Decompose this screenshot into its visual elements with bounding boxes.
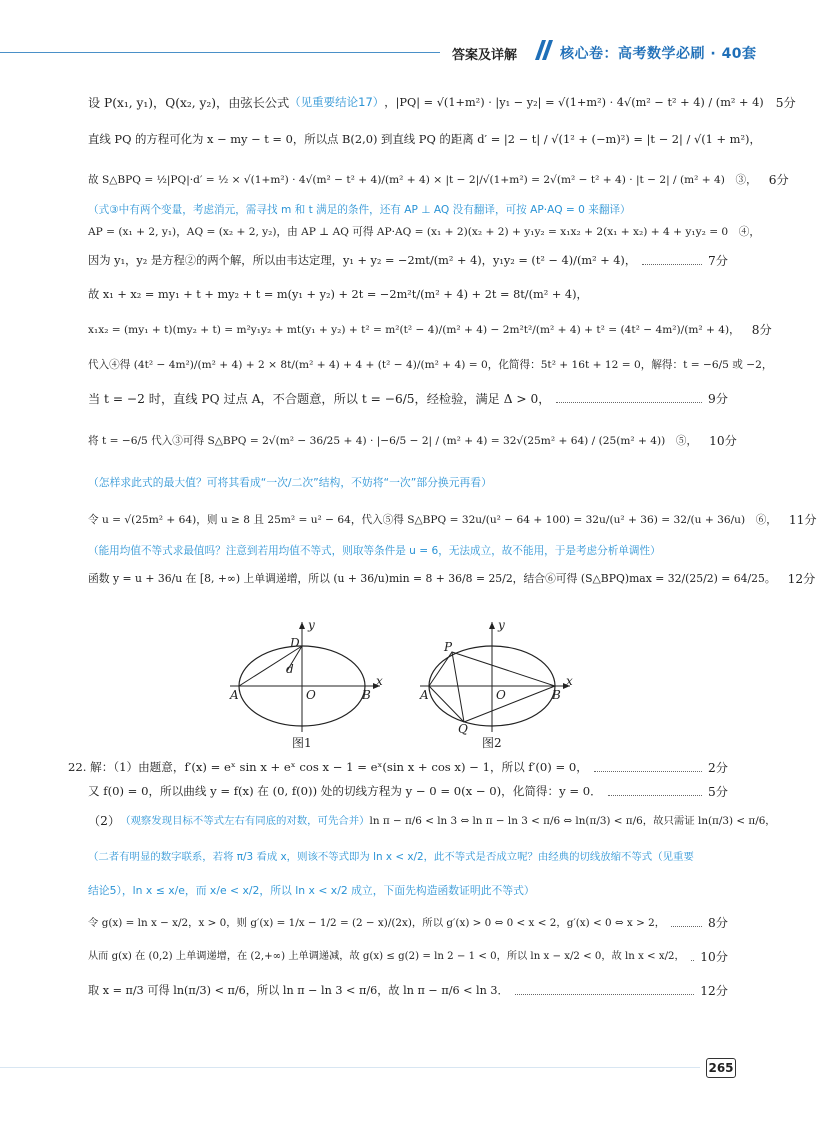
solution-line <box>88 244 728 278</box>
fig2-axis-y: y <box>498 618 505 632</box>
fig2-point-B: B <box>552 688 561 702</box>
score: 12分 <box>700 983 728 998</box>
line-text: 取 x = π/3 可得 ln(π/3) < π/6，所以 ln π − ln 3 < π/6，故 ln π − π/6 < ln 3． <box>88 984 509 998</box>
line-text: 当 t = −2 时，直线 PQ 过点 A，不合题意，所以 t = −6/5，经检验，满足 Δ > 0， <box>88 391 551 406</box>
figure-2-diagram <box>420 622 570 732</box>
solution-line <box>68 804 776 838</box>
solution-line <box>88 348 773 382</box>
solution-line <box>68 906 728 940</box>
score: 9分 <box>708 391 728 406</box>
line-text: 又 f(0) = 0，所以曲线 y = f(x) 在 (0, f(0)) 处的切线方程为 y − 0 = 0(x − 0)，化简得：y = 0． <box>88 784 602 799</box>
question-22-solution <box>68 756 776 1008</box>
solution-note <box>68 838 728 876</box>
header-section-label: 答案及详解 <box>452 48 518 63</box>
line-text: 故 x₁ + x₂ = my₁ + t + my₂ + t = m(y₁ + y₂) + 2t = −2m²t/(m² + 4) + 2t = 8t/(m² + 4)， <box>88 288 588 302</box>
score: 8分 <box>708 915 728 930</box>
line-text: 代入④得 (4t² − 4m²)/(m² + 4) + 2 × 8t/(m² + 4) + 4 + (t² − 4)/(m² + 4) = 0，化简得：5t² + 16t + 12 = 0，解得：t = −6/5 或 −2， <box>88 358 773 371</box>
line-text: 函数 y = u + 36/u 在 [8, +∞) 上单调递增，所以 (u + 36/u)min = 8 + 36/8 = 25/2，结合⑥可得 (S△BPQ)max = 32/(25/2) = 64/25。 <box>88 571 776 585</box>
line-text: 直线 PQ 的方程可化为 x − my − t = 0，所以点 B(2,0) 到直线 PQ 的距离 d′ = |2 − t| / √(1² + (−m)²) = |t − 2| / √(1 + m²)， <box>88 132 761 147</box>
solution-note <box>88 466 728 500</box>
solution-line <box>88 416 737 466</box>
solution-line <box>88 562 816 596</box>
score: 10分 <box>709 433 737 448</box>
line-text: 从而 g(x) 在 (0,2) 上单调递增，在 (2,+∞) 上单调递减，故 g(x) ≤ g(2) = ln 2 − 1 < 0，所以 ln x − x/2 < 0，故 ln x < x/2， <box>88 951 685 963</box>
solution-note <box>88 200 728 220</box>
line-note: （二者有明显的数字联系，若将 π/3 看成 x，则该不等式即为 ln x < x/2，此不等式是否成立呢？由经典的切线放缩不等式（见重要 <box>88 850 694 863</box>
solution-line <box>68 780 728 804</box>
solution-line <box>68 940 728 974</box>
solution-body <box>88 86 817 596</box>
fig2-axis-x: x <box>566 674 573 688</box>
line-text: 设 P(x₁, y₁)，Q(x₂, y₂)，由弦长公式 <box>88 95 290 110</box>
solution-line <box>88 160 789 200</box>
line-note: （怎样求此式的最大值？可将其看成“一次/二次”结构，不妨将“一次”部分换元再看） <box>88 475 492 489</box>
page-number: 265 <box>706 1058 736 1078</box>
solution-line <box>88 312 772 348</box>
solution-line <box>88 382 728 416</box>
fig1-point-B: B <box>362 688 371 702</box>
line-text-tail: ln π − π/6 < ln 3 ⇔ ln π − ln 3 < π/6 ⇔ ln(π/3) < π/6，故只需证 ln(π/3) < π/6， <box>369 814 776 827</box>
score: 10分 <box>700 949 728 964</box>
header-slash-icon <box>534 40 556 60</box>
fig2-point-P: P <box>444 640 453 654</box>
score: 8分 <box>751 322 772 337</box>
header-rule <box>0 52 440 53</box>
score: 12分 <box>787 571 816 586</box>
line-text-tail: ，|PQ| = √(1+m²) · |y₁ − y₂| = √(1+m²) · 4√(m² − t² + 4) / (m² + 4) <box>384 96 764 110</box>
fig1-axis-y: y <box>308 618 315 632</box>
solution-line <box>88 500 817 540</box>
fig1-axis-x: x <box>376 674 383 688</box>
line-note: （观察发现目标不等式左右有同底的对数，可先合并） <box>120 814 370 827</box>
line-note: （式③中有两个变量，考虑消元，需寻找 m 和 t 满足的条件，还有 AP ⊥ AQ 没有翻译，可按 AP·AQ = 0 来翻译） <box>88 203 631 216</box>
fig2-caption: 图2 <box>482 736 502 750</box>
fig1-caption: 图1 <box>292 736 312 750</box>
line-text: x₁x₂ = (my₁ + t)(my₂ + t) = m²y₁y₂ + mt(y₁ + y₂) + t² = m²(t² − 4)/(m² + 4) − 2m²t²/(m² + 4) + t² = (4t² − 4m²)/(m² + 4)， <box>88 323 740 336</box>
line-note: （见重要结论17） <box>289 95 385 110</box>
score: 6分 <box>768 172 789 187</box>
score: 11分 <box>788 512 817 527</box>
figure-1-diagram <box>230 622 380 732</box>
line-text: AP = (x₁ + 2, y₁)，AQ = (x₂ + 2, y₂)，由 AP ⊥ AQ 可得 AP·AQ = (x₁ + 2)(x₂ + 2) + y₁y₂ = x₁x₂ + 2(x₁ + x₂) + 4 + y₁y₂ = 0 ④， <box>88 225 760 238</box>
score: 5分 <box>708 784 728 799</box>
solution-line <box>88 278 728 312</box>
fig1-point-A: A <box>230 688 239 702</box>
fig2-point-Q: Q <box>458 722 468 736</box>
score: 5分 <box>775 95 796 110</box>
line-note: 结论5），ln x ≤ x/e，而 x/e < x/2，所以 ln x < x/2 成立，下面先构造函数证明此不等式） <box>88 883 535 897</box>
solution-line <box>88 86 796 120</box>
line-note: （能用均值不等式求最值吗？注意到若用均值不等式，则取等条件是 u = 6，无法成立，故不能用，于是考虑分析单调性） <box>88 544 661 557</box>
fig2-point-O: O <box>496 688 506 702</box>
line-text: 因为 y₁，y₂ 是方程②的两个解，所以由韦达定理，y₁ + y₂ = −2mt/(m² + 4)，y₁y₂ = (t² − 4)/(m² + 4)， <box>88 254 637 268</box>
solution-note <box>68 876 728 906</box>
line-text: 将 t = −6/5 代入③可得 S△BPQ = 2√(m² − 36/25 + 4) · |−6/5 − 2| / (m² + 4) = 32√(25m² + 64) / (25(m² + 4)) ⑤， <box>88 434 698 447</box>
fig1-point-d: d <box>286 662 294 676</box>
fig1-point-O: O <box>306 688 316 702</box>
ellipse-figures <box>230 618 573 752</box>
header-book-title: 核心卷：高考数学必刷 · 40套 <box>560 46 757 62</box>
line-text: 令 u = √(25m² + 64)，则 u ≥ 8 且 25m² = u² − 64，代入⑤得 S△BPQ = 32u/(u² − 64 + 100) = 32u/(u² + 36) = 32/(u + 36/u) ⑥， <box>88 513 777 526</box>
solution-note <box>88 540 728 562</box>
fig2-point-A: A <box>420 688 429 702</box>
score: 2分 <box>708 760 728 775</box>
solution-line <box>68 974 728 1008</box>
line-text: （2） <box>88 813 121 828</box>
fig1-point-D: D <box>290 636 300 650</box>
solution-line <box>88 220 760 244</box>
score: 7分 <box>708 253 728 268</box>
line-text: 令 g(x) = ln x − x/2，x > 0，则 g′(x) = 1/x − 1/2 = (2 − x)/(2x)，所以 g′(x) > 0 ⇔ 0 < x < 2，g′(x) < 0 ⇔ x > 2， <box>88 916 666 929</box>
line-text: 故 S△BPQ = ½|PQ|·d′ = ½ × √(1+m²) · 4√(m² − t² + 4)/(m² + 4) × |t − 2|/√(1+m²) = 2√(m² − t² + 4) · |t − 2| / (m² + 4) ③， <box>88 173 757 186</box>
solution-line <box>88 120 761 160</box>
solution-line <box>68 756 728 780</box>
line-text: 22. 解：（1）由题意，f′(x) = eˣ sin x + eˣ cos x − 1 = eˣ(sin x + cos x) − 1，所以 f′(0) = 0， <box>68 760 588 775</box>
